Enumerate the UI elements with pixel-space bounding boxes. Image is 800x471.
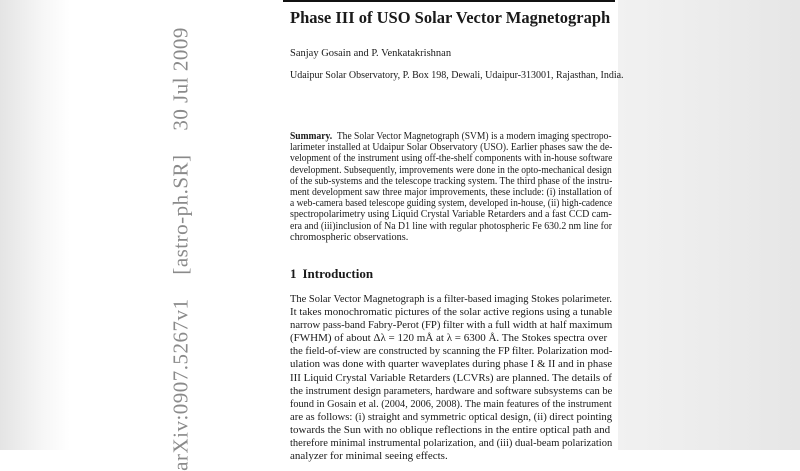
section-number: 1 <box>290 266 297 281</box>
summary-line: spectropolarimetry using Liquid Crystal Variable Retarders and a fast CCD cam- <box>290 209 612 221</box>
intro-line: narrow pass-band Fabry-Perot (FP) filter with a full width at half maximum <box>290 319 613 332</box>
paper-affiliation: Udaipur Solar Observatory, P. Box 198, Dewali, Udaipur-313001, Rajasthan, India. <box>290 70 624 81</box>
top-rule <box>283 0 615 2</box>
intro-line: The Solar Vector Magnetograph is a filter-based imaging Stokes polarimeter. <box>290 293 613 305</box>
paper-title: Phase III of USO Solar Vector Magnetograph <box>290 8 611 27</box>
summary-paragraph <box>290 131 615 243</box>
summary-line: era and (iii)inclusion of Na D1 line with regular photospheric Fe 630.2 nm line for <box>290 220 613 232</box>
summary-line: larimeter installed at Udaipur Solar Observatory (USO). Earlier phases saw the de- <box>290 142 613 154</box>
intro-line: analyzer for minimal seeing effects. <box>290 450 448 463</box>
arxiv-category: [astro-ph.SR] <box>168 154 193 275</box>
summary-label: Summary. <box>290 131 333 142</box>
intro-line: It takes monochromatic pictures of the solar active regions using a tunable <box>290 306 613 319</box>
summary-line: development. Subsequently, improvements were done in the opto-mechanical design <box>290 164 612 176</box>
arxiv-id: arXiv:0907.5267v1 <box>168 298 193 471</box>
introduction-paragraph <box>290 293 615 463</box>
intro-line: found in Gosain et al. (2004, 2006, 2008). The main features of the instrument <box>290 397 612 410</box>
summary-line: of the sub-systems and the telescope tracking system. The third phase of the instru- <box>290 175 613 187</box>
intro-line: are as follows: (i) straight and symmetric optical design, (ii) direct pointing <box>290 410 613 423</box>
intro-line: ulation was done with quarter waveplates during phase I & II and in phase <box>290 358 613 371</box>
summary-line: velopment of the instrument using off-the-shelf components with in-house software <box>290 153 613 165</box>
summary-line: a web-camera based telescope guiding system, developed in-house, (ii) high-cadence <box>290 198 613 210</box>
intro-line: therefore minimal instrumental polarization, and (iii) dual-beam polarization <box>290 437 613 450</box>
section-title: Introduction <box>302 266 374 281</box>
arxiv-date: 30 Jul 2009 <box>168 27 193 131</box>
intro-line: III Liquid Crystal Variable Retarders (LCVRs) are planned. The details of <box>290 371 612 384</box>
summary-line <box>290 131 612 142</box>
viewer-background-right <box>618 0 800 450</box>
intro-line: the instrument design parameters, hardware and software subsystems can be <box>290 384 613 397</box>
intro-line: (FWHM) of about Δλ = 120 mÅ at λ = 6300 Å. The Stokes spectra over <box>290 332 608 345</box>
paper-authors: Sanjay Gosain and P. Venkatakrishnan <box>290 48 452 59</box>
summary-line: ment development saw three major improvements, these include: (i) installation of <box>290 186 613 198</box>
arxiv-stamp <box>169 9 194 471</box>
summary-line-text: The Solar Vector Magnetograph (SVM) is a modern imaging spectropo- <box>336 131 612 142</box>
viewer-background-left <box>0 0 70 450</box>
intro-line: the field-of-view are constructed by scanning the FP filter. Polarization mod- <box>290 345 613 358</box>
summary-line: chromospheric observations. <box>290 231 409 243</box>
section-heading <box>290 266 379 282</box>
intro-line: towards the Sun with no oblique reflections in the entire optical path and <box>290 423 611 436</box>
